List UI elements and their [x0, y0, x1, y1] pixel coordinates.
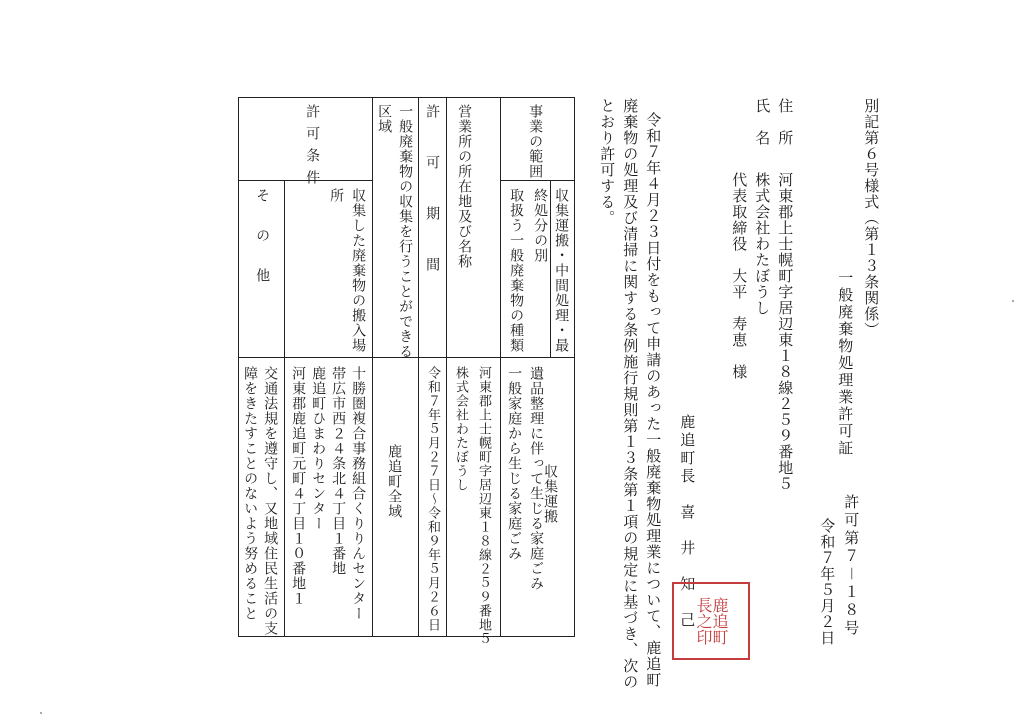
permit-number: 許可第７－１８号: [842, 494, 861, 639]
divider: [500, 97, 501, 637]
table-border-top: [238, 97, 575, 98]
delivery-value-3: 鹿追町ひまわりセンター: [310, 366, 327, 531]
scan-speck: [40, 712, 42, 714]
area-label-2: 区域: [376, 104, 393, 134]
document-title: 一般廃棄物処理業許可証: [836, 270, 855, 457]
area-value: 鹿追町全域: [386, 444, 403, 519]
waste-type-value-2: 一般家庭から生じる家庭ごみ: [506, 366, 523, 561]
form-number: 別記第６号様式（第１３条関係）: [862, 98, 881, 338]
other-value-1: 交通法規を遵守し、又地域住民生活の支: [262, 366, 279, 636]
delivery-value-4: 河東郡鹿追町元町４丁目１０番地１: [290, 366, 307, 606]
body-line-3: とおり許可する。: [598, 98, 617, 226]
delivery-label-2: 所: [328, 188, 345, 203]
body-line-1: 令和７年４月２３日付をもって申請のあった一般廃棄物処理業について、鹿追町: [644, 112, 663, 688]
period-label: 許 可 期 間: [424, 104, 441, 274]
scope-category-value: 収集運搬: [542, 464, 559, 524]
body-line-2: 廃棄物の処理及び清掃に関する条例施行規則第１３条第１項の規定に基づき、次の: [621, 98, 640, 690]
address-label: 住 所: [776, 98, 795, 146]
delivery-label-1: 収集した廃棄物の搬入場: [350, 188, 367, 353]
divider: [284, 180, 285, 637]
divider: [550, 180, 551, 357]
area-label-1: 一般廃棄物の収集を行うことができる: [397, 104, 414, 359]
office-value-2: 株式会社わたぼうし: [452, 366, 468, 492]
delivery-value-1: 十勝圏複合事務組合くりりんセンター: [350, 366, 367, 621]
address-value: 河東郡上士幌町字居辺東１８線２５９番地５: [776, 172, 795, 492]
issue-date: 令和７年５月２日: [818, 518, 837, 646]
scope-label: 事業の範囲: [527, 104, 544, 179]
table-border-left: [238, 97, 239, 637]
waste-type-label: 取扱う一般廃棄物の種類: [508, 188, 525, 353]
delivery-value-2: 帯広市西２４条北４丁目１番地: [330, 366, 347, 576]
seal-text-col-1: 鹿追町: [710, 597, 729, 645]
office-label: 営業所の所在地及び名称: [456, 104, 473, 269]
company-name: 株式会社わたぼうし: [753, 172, 772, 316]
official-seal: [672, 582, 750, 660]
name-label: 氏 名: [753, 98, 772, 146]
conditions-label: 許可条件: [304, 104, 321, 192]
seal-text-col-2: 長之印: [694, 597, 713, 645]
scope-category-label-1: 収集運搬・中間処理・最: [553, 188, 570, 353]
table-border-right: [574, 97, 575, 637]
divider: [372, 97, 373, 637]
other-label: そ の 他: [254, 188, 271, 288]
divider: [446, 97, 447, 637]
issuer-name: 鹿追町長 喜 井 知 己: [678, 414, 697, 630]
other-value-2: 障をきたすことのないよう努めること: [242, 366, 259, 621]
scope-category-label-2: 終処分の別: [532, 188, 549, 263]
divider: [418, 97, 419, 637]
scan-speck: [1012, 300, 1014, 302]
period-value: 令和７年５月２７日～令和９年５月２６日: [424, 366, 440, 632]
divider: [500, 180, 575, 181]
representative-name: 代表取締役 大平 寿恵 様: [730, 172, 749, 380]
office-value-1: 河東郡上士幌町字居辺東１８線２５９番地５: [475, 366, 491, 646]
waste-type-value-1: 遺品整理に伴って生じる家庭ごみ: [528, 366, 545, 591]
table-border-bottom: [238, 636, 575, 637]
